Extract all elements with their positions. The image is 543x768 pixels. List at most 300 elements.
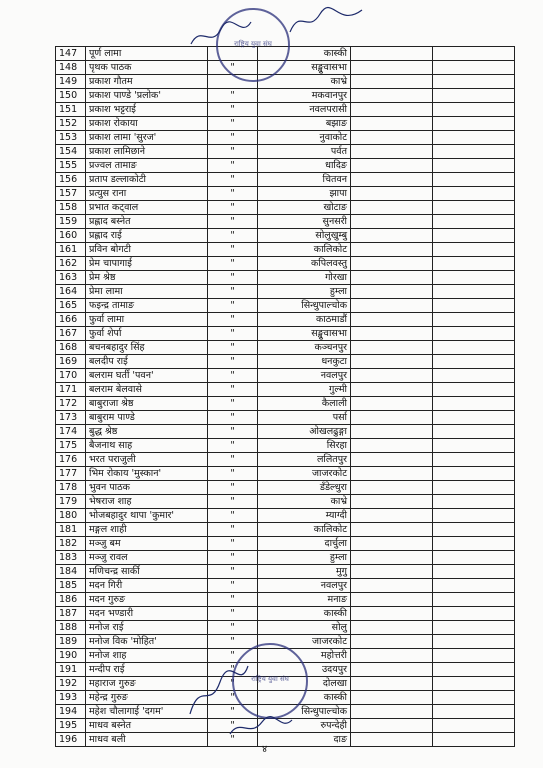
blank-cell <box>433 257 515 271</box>
blank-cell <box>433 663 515 677</box>
blank-cell <box>433 509 515 523</box>
district-cell: काठमाडौं <box>258 313 351 327</box>
blank-cell <box>351 649 433 663</box>
member-name-cell: मनोज राई <box>86 621 208 635</box>
district-cell: दोलखा <box>258 677 351 691</box>
blank-cell <box>351 355 433 369</box>
blank-cell <box>351 47 433 61</box>
blank-cell <box>351 439 433 453</box>
table-row <box>56 187 515 201</box>
ditto-mark-cell: " <box>208 131 258 145</box>
member-name-cell: भेषराज शाह <box>86 495 208 509</box>
ditto-mark-cell: " <box>208 145 258 159</box>
ditto-mark-cell: " <box>208 313 258 327</box>
row-number-cell: 180 <box>56 509 86 523</box>
blank-cell <box>433 215 515 229</box>
ditto-mark-cell: " <box>208 425 258 439</box>
table-row <box>56 159 515 173</box>
blank-cell <box>351 229 433 243</box>
blank-cell <box>351 131 433 145</box>
ditto-mark-cell: " <box>208 299 258 313</box>
table-row <box>56 607 515 621</box>
ditto-mark-cell: " <box>208 607 258 621</box>
row-number-cell: 192 <box>56 677 86 691</box>
member-name-cell: प्रकाश लामा 'सुरज' <box>86 131 208 145</box>
blank-cell <box>351 691 433 705</box>
ditto-mark-cell: " <box>208 565 258 579</box>
blank-cell <box>433 75 515 89</box>
district-cell: कालिकोट <box>258 523 351 537</box>
row-number-cell: 160 <box>56 229 86 243</box>
blank-cell <box>351 383 433 397</box>
blank-cell <box>433 285 515 299</box>
district-cell: कालिकोट <box>258 243 351 257</box>
table-row <box>56 355 515 369</box>
district-cell: सिरहा <box>258 439 351 453</box>
table-row <box>56 411 515 425</box>
row-number-cell: 181 <box>56 523 86 537</box>
seal-text: राष्ट्रिय युवा संघ <box>234 40 272 48</box>
blank-cell <box>351 495 433 509</box>
table-row <box>56 467 515 481</box>
district-cell: चितवन <box>258 173 351 187</box>
district-cell: ललितपुर <box>258 453 351 467</box>
blank-cell <box>433 691 515 705</box>
ditto-mark-cell: " <box>208 257 258 271</box>
district-cell: नवलपरासी <box>258 103 351 117</box>
ditto-mark-cell: " <box>208 705 258 719</box>
district-cell: धनकुटा <box>258 355 351 369</box>
district-cell: नवलपुर <box>258 579 351 593</box>
table-row <box>56 397 515 411</box>
ditto-mark-cell: " <box>208 61 258 75</box>
row-number-cell: 163 <box>56 271 86 285</box>
ditto-mark-cell: " <box>208 523 258 537</box>
district-cell: बझाङ <box>258 117 351 131</box>
table-row <box>56 565 515 579</box>
table-row <box>56 369 515 383</box>
blank-cell <box>351 215 433 229</box>
table-row <box>56 593 515 607</box>
member-name-cell: बलराम घर्ती 'पवन' <box>86 369 208 383</box>
row-number-cell: 177 <box>56 467 86 481</box>
blank-cell <box>433 397 515 411</box>
row-number-cell: 172 <box>56 397 86 411</box>
member-name-cell: प्रकाश गौतम <box>86 75 208 89</box>
member-name-cell: मनोज विक 'मोहित' <box>86 635 208 649</box>
row-number-cell: 162 <box>56 257 86 271</box>
ditto-mark-cell: " <box>208 173 258 187</box>
blank-cell <box>351 89 433 103</box>
member-name-cell: प्रकाश भट्टराई <box>86 103 208 117</box>
blank-cell <box>433 607 515 621</box>
blank-cell <box>433 131 515 145</box>
ditto-mark-cell: " <box>208 719 258 733</box>
blank-cell <box>351 607 433 621</box>
blank-cell <box>351 271 433 285</box>
blank-cell <box>351 257 433 271</box>
blank-cell <box>351 369 433 383</box>
district-cell: झापा <box>258 187 351 201</box>
blank-cell <box>351 411 433 425</box>
blank-cell <box>433 537 515 551</box>
member-name-cell: प्रताप डल्लाकोटी <box>86 173 208 187</box>
member-name-cell: प्रभात कट्वाल <box>86 201 208 215</box>
member-name-cell: मणिचन्द्र सार्की <box>86 565 208 579</box>
table-row <box>56 285 515 299</box>
member-name-cell: मन्दीप राई <box>86 663 208 677</box>
row-number-cell: 173 <box>56 411 86 425</box>
table-row <box>56 481 515 495</box>
row-number-cell: 176 <box>56 453 86 467</box>
member-name-cell: महेन्द्र गुरुङ <box>86 691 208 705</box>
blank-cell <box>351 565 433 579</box>
ditto-mark-cell: " <box>208 733 258 747</box>
row-number-cell: 152 <box>56 117 86 131</box>
table-row <box>56 495 515 509</box>
member-name-cell: प्रकाश पाण्डे 'प्रलोक' <box>86 89 208 103</box>
ditto-mark-cell: " <box>208 383 258 397</box>
district-cell: जाजरकोट <box>258 635 351 649</box>
blank-cell <box>351 201 433 215</box>
row-number-cell: 166 <box>56 313 86 327</box>
table-row <box>56 117 515 131</box>
blank-cell <box>351 299 433 313</box>
row-number-cell: 195 <box>56 719 86 733</box>
signature-top-left <box>186 14 256 54</box>
blank-cell <box>433 173 515 187</box>
member-name-cell: प्रविन बोगटी <box>86 243 208 257</box>
table-row <box>56 509 515 523</box>
blank-cell <box>351 467 433 481</box>
district-cell: मुगु <box>258 565 351 579</box>
row-number-cell: 196 <box>56 733 86 747</box>
district-cell: पर्सा <box>258 411 351 425</box>
blank-cell <box>433 593 515 607</box>
member-table-body <box>56 47 515 747</box>
ditto-mark-cell: " <box>208 369 258 383</box>
blank-cell <box>351 509 433 523</box>
member-name-cell: प्रकाश लामिछाने <box>86 145 208 159</box>
row-number-cell: 193 <box>56 691 86 705</box>
ditto-mark-cell: " <box>208 187 258 201</box>
ditto-mark-cell: " <box>208 215 258 229</box>
ditto-mark-cell: " <box>208 341 258 355</box>
blank-cell <box>433 411 515 425</box>
blank-cell <box>351 117 433 131</box>
table-row <box>56 523 515 537</box>
row-number-cell: 149 <box>56 75 86 89</box>
ditto-mark-cell: " <box>208 593 258 607</box>
row-number-cell: 174 <box>56 425 86 439</box>
blank-cell <box>351 341 433 355</box>
blank-cell <box>433 243 515 257</box>
district-cell: कपिलवस्तु <box>258 257 351 271</box>
ditto-mark-cell: " <box>208 243 258 257</box>
blank-cell <box>351 537 433 551</box>
row-number-cell: 167 <box>56 327 86 341</box>
signature-top-right <box>286 4 366 40</box>
page-number: ४ <box>262 744 268 755</box>
district-cell: मनाङ <box>258 593 351 607</box>
blank-cell <box>433 705 515 719</box>
blank-cell <box>433 677 515 691</box>
blank-cell <box>351 103 433 117</box>
ditto-mark-cell: " <box>208 453 258 467</box>
ditto-mark-cell: " <box>208 159 258 173</box>
table-row <box>56 341 515 355</box>
ditto-mark-cell: " <box>208 89 258 103</box>
blank-cell <box>433 145 515 159</box>
ditto-mark-cell: " <box>208 677 258 691</box>
row-number-cell: 170 <box>56 369 86 383</box>
row-number-cell: 169 <box>56 355 86 369</box>
blank-cell <box>351 285 433 299</box>
district-cell: नुवाकोट <box>258 131 351 145</box>
blank-cell <box>433 453 515 467</box>
blank-cell <box>351 481 433 495</box>
blank-cell <box>433 369 515 383</box>
table-row <box>56 215 515 229</box>
table-row <box>56 439 515 453</box>
blank-cell <box>433 355 515 369</box>
district-cell: काभ्रे <box>258 75 351 89</box>
blank-cell <box>351 397 433 411</box>
member-name-cell: महेश चौलागाई 'दगम' <box>86 705 208 719</box>
district-cell: गोरखा <box>258 271 351 285</box>
blank-cell <box>351 453 433 467</box>
blank-cell <box>433 341 515 355</box>
blank-cell <box>433 383 515 397</box>
row-number-cell: 171 <box>56 383 86 397</box>
member-name-cell: प्रेम श्रेष्ठ <box>86 271 208 285</box>
row-number-cell: 147 <box>56 47 86 61</box>
ditto-mark-cell: " <box>208 467 258 481</box>
member-name-cell: मङ्गल शाही <box>86 523 208 537</box>
table-row <box>56 131 515 145</box>
blank-cell <box>433 481 515 495</box>
ditto-mark-cell: " <box>208 621 258 635</box>
row-number-cell: 150 <box>56 89 86 103</box>
table-row <box>56 551 515 565</box>
row-number-cell: 185 <box>56 579 86 593</box>
ditto-mark-cell: " <box>208 551 258 565</box>
ditto-mark-cell: " <box>208 579 258 593</box>
blank-cell <box>433 103 515 117</box>
district-cell: सोलु <box>258 621 351 635</box>
blank-cell <box>433 89 515 103</box>
district-cell: सङ्खुवासभा <box>258 61 351 75</box>
blank-cell <box>351 243 433 257</box>
district-cell: ओखलढुङ्गा <box>258 425 351 439</box>
blank-cell <box>433 229 515 243</box>
ditto-mark-cell: " <box>208 481 258 495</box>
district-cell: रुपन्देही <box>258 719 351 733</box>
blank-cell <box>433 621 515 635</box>
member-name-cell: प्रज्वल तामाङ <box>86 159 208 173</box>
row-number-cell: 179 <box>56 495 86 509</box>
ditto-mark-cell: " <box>208 635 258 649</box>
district-cell: गुल्मी <box>258 383 351 397</box>
member-name-cell: बैजनाथ साह <box>86 439 208 453</box>
ditto-mark-cell: " <box>208 327 258 341</box>
member-name-cell: प्रेम चापागाई <box>86 257 208 271</box>
member-name-cell: फइन्द्र तामाङ <box>86 299 208 313</box>
blank-cell <box>351 593 433 607</box>
blank-cell <box>433 299 515 313</box>
table-row <box>56 537 515 551</box>
blank-cell <box>351 523 433 537</box>
member-name-cell: मञ्जु रावल <box>86 551 208 565</box>
blank-cell <box>433 425 515 439</box>
table-row <box>56 579 515 593</box>
member-table <box>55 46 515 747</box>
row-number-cell: 164 <box>56 285 86 299</box>
member-name-cell: मञ्जु बम <box>86 537 208 551</box>
blank-cell <box>433 439 515 453</box>
blank-cell <box>351 705 433 719</box>
ditto-mark-cell: " <box>208 649 258 663</box>
district-cell: दाङ <box>258 733 351 747</box>
member-name-cell: पृथक पाठक <box>86 61 208 75</box>
row-number-cell: 154 <box>56 145 86 159</box>
blank-cell <box>433 467 515 481</box>
table-row <box>56 75 515 89</box>
table-row <box>56 103 515 117</box>
district-cell: सुनसरी <box>258 215 351 229</box>
row-number-cell: 186 <box>56 593 86 607</box>
district-cell: पर्वत <box>258 145 351 159</box>
member-name-cell: मनोज शाह <box>86 649 208 663</box>
district-cell: नवलपुर <box>258 369 351 383</box>
ditto-mark-cell: " <box>208 495 258 509</box>
district-cell: कञ्चनपुर <box>258 341 351 355</box>
member-name-cell: बलदीप राई <box>86 355 208 369</box>
ditto-mark-cell: " <box>208 285 258 299</box>
district-cell: हुम्ला <box>258 285 351 299</box>
district-cell: खोटाङ <box>258 201 351 215</box>
blank-cell <box>433 187 515 201</box>
table-row <box>56 229 515 243</box>
blank-cell <box>351 579 433 593</box>
row-number-cell: 190 <box>56 649 86 663</box>
member-name-cell: बाबुराम पाण्डे <box>86 411 208 425</box>
row-number-cell: 159 <box>56 215 86 229</box>
row-number-cell: 161 <box>56 243 86 257</box>
member-name-cell: फुर्वा लामा <box>86 313 208 327</box>
ditto-mark-cell: " <box>208 355 258 369</box>
blank-cell <box>351 551 433 565</box>
blank-cell <box>351 61 433 75</box>
blank-cell <box>351 187 433 201</box>
table-row <box>56 201 515 215</box>
signature-bottom-left <box>182 660 252 720</box>
row-number-cell: 187 <box>56 607 86 621</box>
member-name-cell: महाराज गुरुङ <box>86 677 208 691</box>
blank-cell <box>351 621 433 635</box>
ditto-mark-cell: " <box>208 509 258 523</box>
member-name-cell: प्रकाश रोकाया <box>86 117 208 131</box>
ditto-mark-cell: " <box>208 103 258 117</box>
row-number-cell: 194 <box>56 705 86 719</box>
blank-cell <box>433 579 515 593</box>
blank-cell <box>351 75 433 89</box>
row-number-cell: 155 <box>56 159 86 173</box>
member-name-cell: पूर्ण लामा <box>86 47 208 61</box>
row-number-cell: 183 <box>56 551 86 565</box>
row-number-cell: 188 <box>56 621 86 635</box>
table-row <box>56 257 515 271</box>
row-number-cell: 175 <box>56 439 86 453</box>
row-number-cell: 151 <box>56 103 86 117</box>
ditto-mark-cell: " <box>208 439 258 453</box>
blank-cell <box>351 313 433 327</box>
member-name-cell: भिम रोकाय 'मुस्कान' <box>86 467 208 481</box>
row-number-cell: 168 <box>56 341 86 355</box>
table-row <box>56 425 515 439</box>
ditto-mark-cell: " <box>208 117 258 131</box>
district-cell: महोत्तरी <box>258 649 351 663</box>
blank-cell <box>433 733 515 747</box>
blank-cell <box>433 565 515 579</box>
district-cell: कैलाली <box>258 397 351 411</box>
blank-cell <box>351 145 433 159</box>
district-cell: काभ्रे <box>258 495 351 509</box>
blank-cell <box>351 663 433 677</box>
blank-cell <box>433 635 515 649</box>
blank-cell <box>433 649 515 663</box>
blank-cell <box>351 173 433 187</box>
ditto-mark-cell: " <box>208 691 258 705</box>
blank-cell <box>433 117 515 131</box>
row-number-cell: 178 <box>56 481 86 495</box>
seal-text-bottom: राष्ट्रिय युवा संघ <box>251 675 289 683</box>
ditto-mark-cell: " <box>208 663 258 677</box>
table-row <box>56 145 515 159</box>
district-cell: उदयपुर <box>258 663 351 677</box>
district-cell: सङ्खुवासभा <box>258 327 351 341</box>
district-cell: म्याग्दी <box>258 509 351 523</box>
table-row <box>56 271 515 285</box>
member-name-cell: मदन गुरुङ <box>86 593 208 607</box>
blank-cell <box>433 551 515 565</box>
member-name-cell: मदन भण्डारी <box>86 607 208 621</box>
district-cell: दार्चुला <box>258 537 351 551</box>
member-name-cell: भुवन पाठक <box>86 481 208 495</box>
row-number-cell: 148 <box>56 61 86 75</box>
blank-cell <box>433 271 515 285</box>
member-name-cell: प्रह्लाद बस्नेत <box>86 215 208 229</box>
member-name-cell: प्रह्लाद राई <box>86 229 208 243</box>
table-row <box>56 621 515 635</box>
ditto-mark-cell: " <box>208 229 258 243</box>
table-row <box>56 453 515 467</box>
ditto-mark-cell: " <box>208 537 258 551</box>
member-name-cell: बाबुराजा श्रेष्ठ <box>86 397 208 411</box>
member-name-cell: प्रेमा लामा <box>86 285 208 299</box>
district-cell: कास्की <box>258 691 351 705</box>
blank-cell <box>433 61 515 75</box>
district-cell: मकवानपुर <box>258 89 351 103</box>
row-number-cell: 156 <box>56 173 86 187</box>
blank-cell <box>433 159 515 173</box>
blank-cell <box>351 677 433 691</box>
member-name-cell: फुर्वा शेर्पा <box>86 327 208 341</box>
row-number-cell: 191 <box>56 663 86 677</box>
district-cell: सिन्धुपाल्चोक <box>258 299 351 313</box>
row-number-cell: 184 <box>56 565 86 579</box>
district-cell: डँडेल्धुरा <box>258 481 351 495</box>
